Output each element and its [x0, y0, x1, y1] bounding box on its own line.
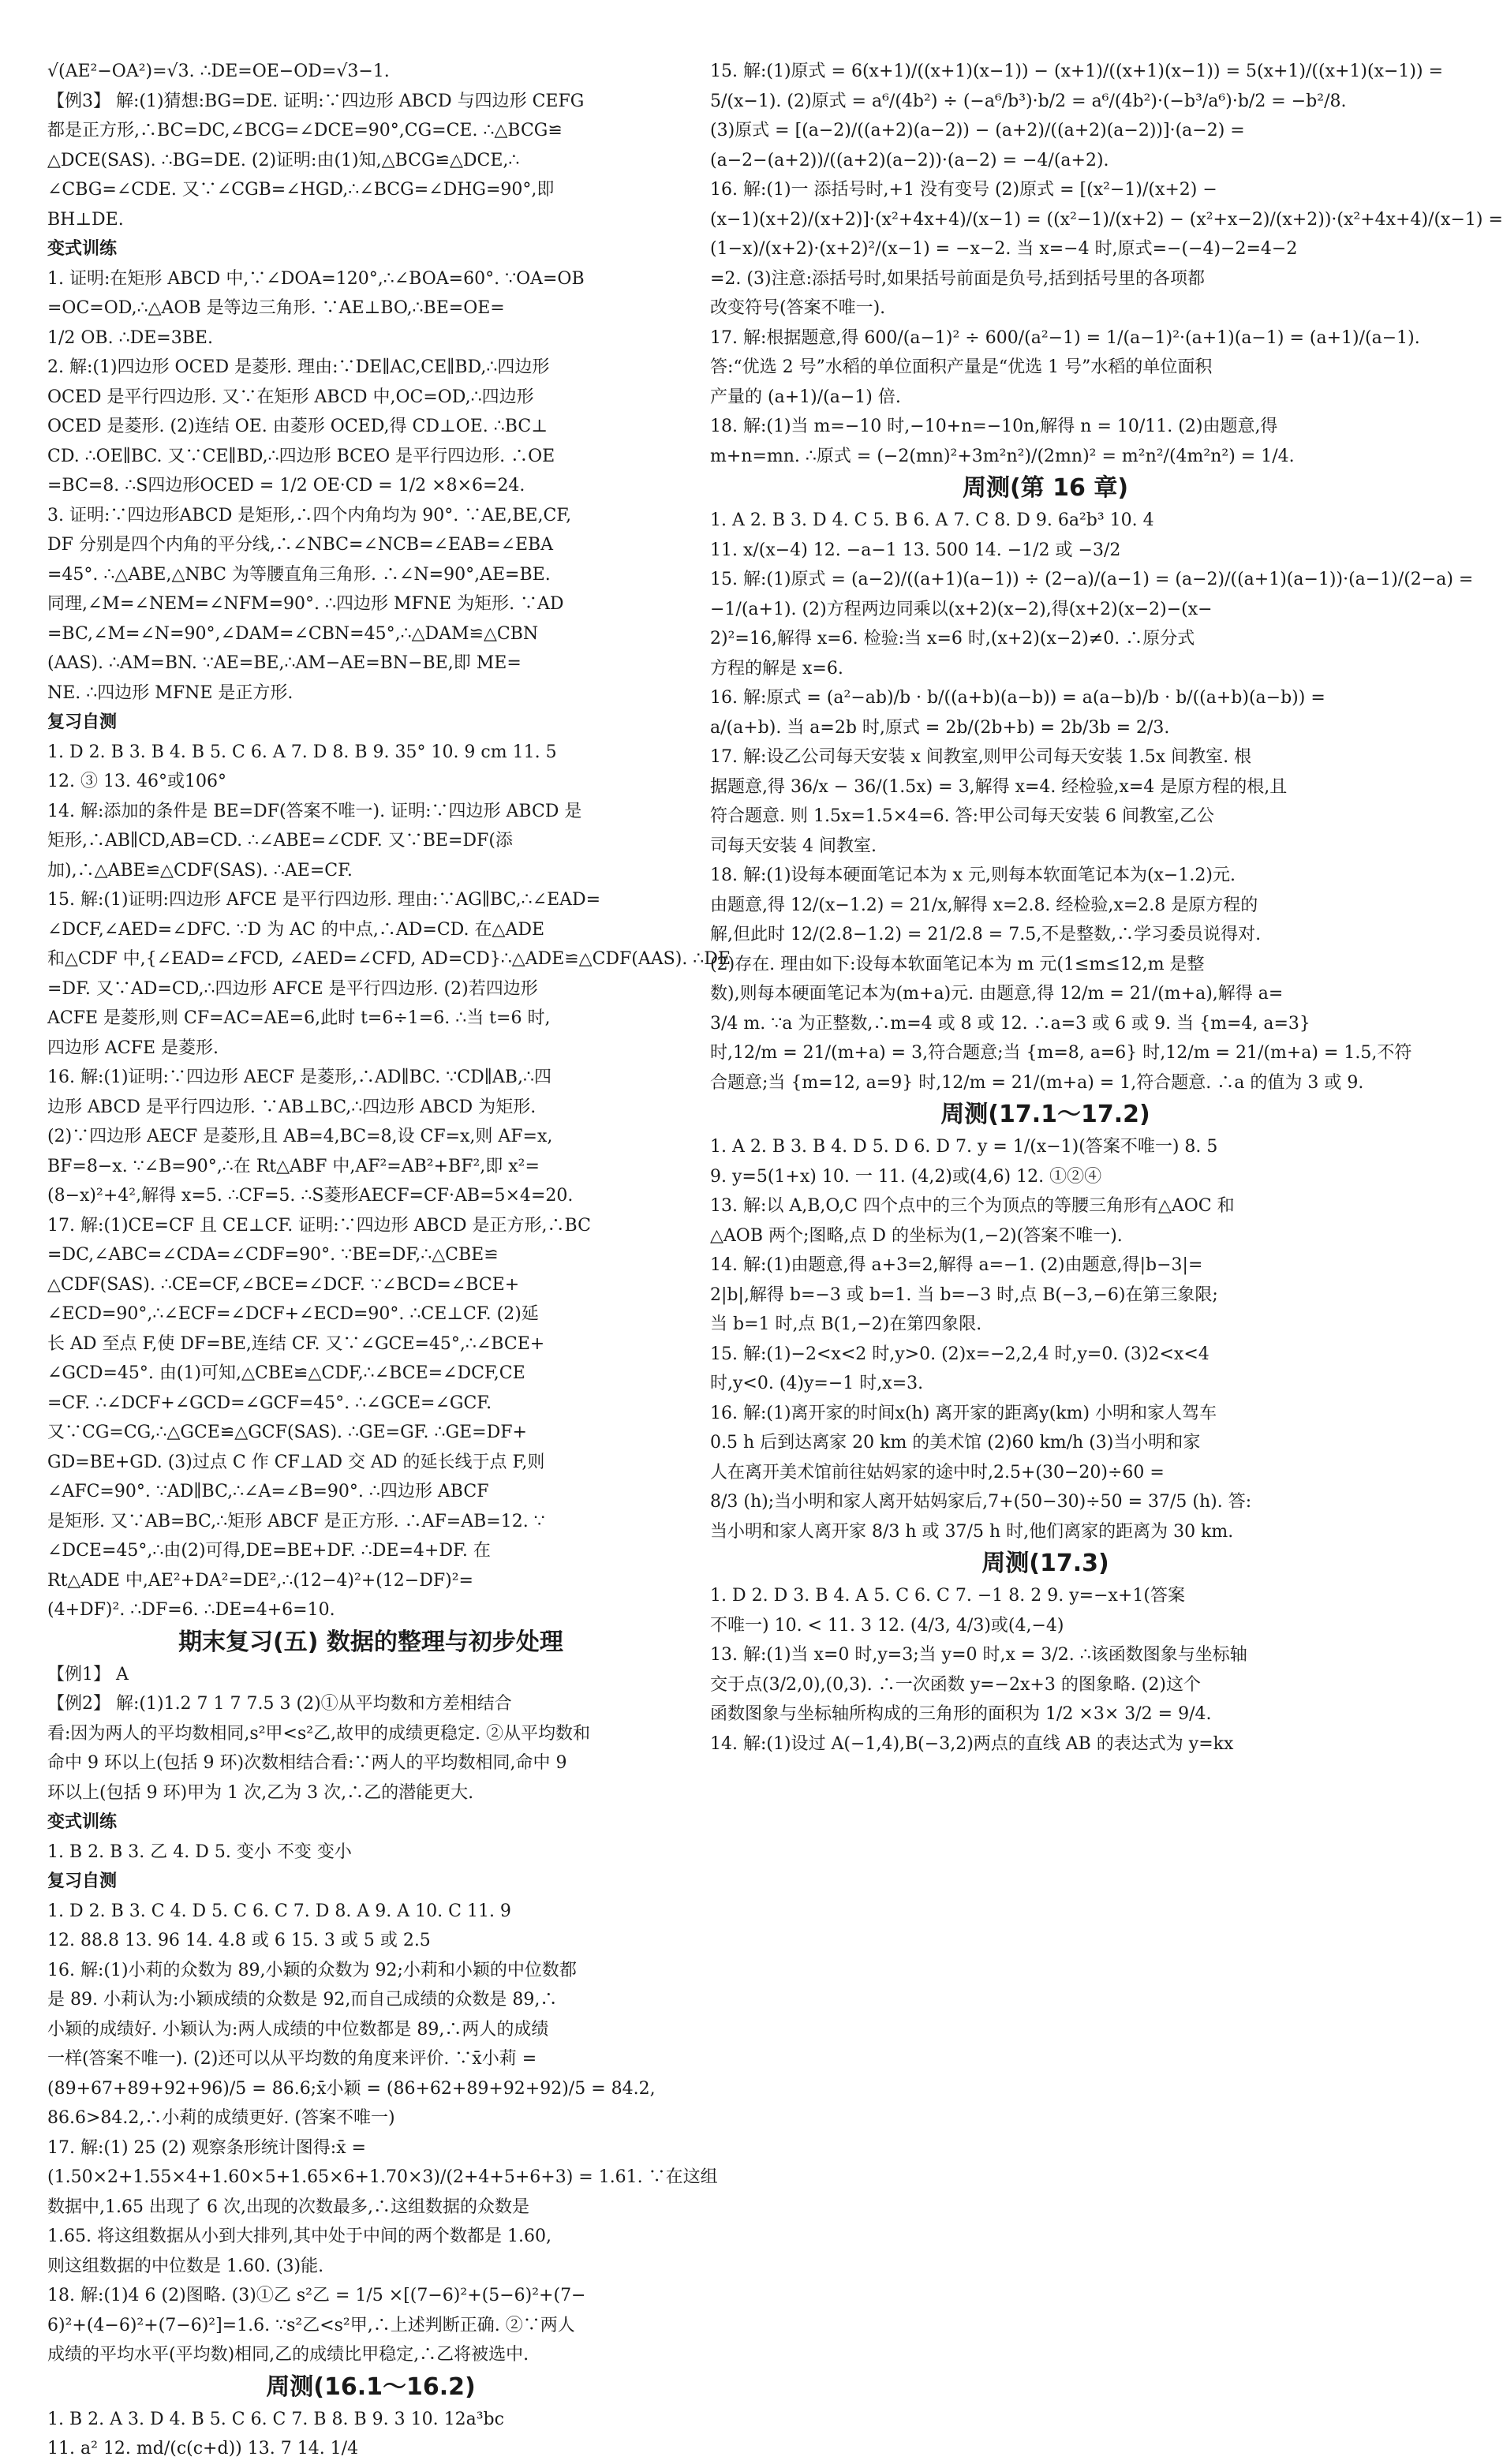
answer-line: 3. 证明:∵四边形ABCD 是矩形,∴四个内角均为 90°. ∵AE,BE,CF,: [47, 505, 572, 525]
answer-line: 【例2】 解:(1)1.2 7 1 7 7.5 3 (2)①从平均数和方差相结合: [47, 1694, 512, 1714]
answer-line: 16. 解:(1)小莉的众数为 89,小颖的众数为 92;小莉和小颖的中位数都: [47, 1960, 577, 1980]
answer-line: 1. D 2. B 3. B 4. B 5. C 6. A 7. D 8. B 9. 35° 10. 9 cm 11. 5: [47, 742, 557, 762]
answer-line: 命中 9 环以上(包括 9 环)次数相结合看:∵两人的平均数相同,命中 9: [47, 1753, 567, 1773]
answer-line: 小颖的成绩好. 小颖认为:两人成绩的中位数都是 89,∴两人的成绩: [47, 2019, 549, 2040]
answer-line: GD=BE+GD. (3)过点 C 作 CF⊥AD 交 AD 的延长线于点 F,则: [47, 1452, 545, 1472]
answer-line: (4+DF)². ∴DF=6. ∴DE=4+6=10.: [47, 1600, 335, 1620]
answer-line: 2. 解:(1)四边形 OCED 是菱形. 理由:∵DE∥AC,CE∥BD,∴四边形: [47, 357, 550, 377]
answer-line: 8/3 (h);当小明和家人离开姑妈家后,7+(50−30)÷50 = 37/5 (h). 答:: [710, 1492, 1252, 1512]
answer-line: (89+67+89+92+96)/5 = 86.6;x̄小颖 = (86+62+89+92+92)/5 = 84.2,: [47, 2078, 656, 2099]
answer-line: =BC=8. ∴S四边形OCED = 1/2 OE·CD = 1/2 ×8×6=24.: [47, 476, 525, 495]
answer-line: 【例1】 A: [47, 1664, 129, 1684]
answer-line: √(AE²−OA²)=√3. ∴DE=OE−OD=√3−1.: [47, 62, 390, 81]
answer-line: ∠DCE=45°,∴由(2)可得,DE=BE+DF. ∴DE=4+DF. 在: [47, 1541, 491, 1561]
answer-line: 加),∴△ABE≌△CDF(SAS). ∴AE=CF.: [47, 860, 353, 881]
answer-line: 改变符号(答案不唯一).: [710, 298, 886, 318]
answer-line: 16. 解:(1)一 添括号时,+1 没有变号 (2)原式 = [(x²−1)/(x+2) −: [710, 180, 1217, 200]
answer-line: BF=8−x. ∵∠B=90°,∴在 Rt△ABF 中,AF²=AB²+BF²,即 x²=: [47, 1156, 540, 1176]
answer-line: 【例3】 解:(1)猜想:BG=DE. 证明:∵四边形 ABCD 与四边形 CEFG: [47, 91, 585, 111]
answer-line: 15. 解:(1)−2<x<2 时,y>0. (2)x=−2,2,4 时,y=0. (3)2<x<4: [710, 1344, 1210, 1364]
answer-line: ∠DCF,∠AED=∠DFC. ∵D 为 AC 的中点,∴AD=CD. 在△ADE: [47, 919, 545, 940]
answer-line: 14. 解:添加的条件是 BE=DF(答案不唯一). 证明:∵四边形 ABCD 是: [47, 801, 582, 821]
answer-line: 15. 解:(1)原式 = 6(x+1)/((x+1)(x−1)) − (x+1)/((x+1)(x−1)) = 5(x+1)/((x+1)(x−1)) =: [710, 62, 1444, 81]
answer-line: 86.6>84.2,∴小莉的成绩更好. (答案不唯一): [47, 2108, 395, 2128]
answer-line: 长 AD 至点 F,使 DF=BE,连结 CF. 又∵∠GCE=45°,∴∠BCE+: [47, 1333, 545, 1354]
section-heading: 周测(17.3): [981, 1550, 1109, 1577]
answer-line: =DF. 又∵AD=CD,∴四边形 AFCE 是平行四边形. (2)若四边形: [47, 978, 538, 999]
answer-line: 方程的解是 x=6.: [710, 658, 843, 679]
section-subheading: 变式训练: [47, 239, 118, 259]
answer-line: 1. B 2. A 3. D 4. B 5. C 6. C 7. B 8. B 9. 3 10. 12a³bc: [47, 2409, 504, 2429]
answer-line: 18. 解:(1)4 6 (2)图略. (3)①乙 s²乙 = 1/5 ×[(7−6)²+(5−6)²+(7−: [47, 2286, 586, 2305]
answer-line: 1. D 2. B 3. C 4. D 5. C 6. C 7. D 8. A 9. A 10. C 11. 9: [47, 1901, 511, 1921]
answer-line: △DCE(SAS). ∴BG=DE. (2)证明:由(1)知,△BCG≌△DCE,∴: [47, 150, 520, 170]
answer-line: 13. 解:以 A,B,O,C 四个点中的三个为顶点的等腰三角形有△AOC 和: [710, 1196, 1235, 1216]
answer-line: ACFE 是菱形,则 CF=AC=AE=6,此时 t=6÷1=6. ∴当 t=6 时,: [47, 1008, 551, 1028]
answer-line: 一样(答案不唯一). (2)还可以从平均数的角度来评价. ∵x̄小莉 =: [47, 2049, 537, 2069]
answer-line: =CF. ∴∠DCF+∠GCD=∠GCF=45°. ∴∠GCE=∠GCF.: [47, 1393, 492, 1413]
answer-line: ∠GCD=45°. 由(1)可知,△CBE≌△CDF,∴∠BCE=∠DCF,CE: [47, 1363, 525, 1383]
answer-line: 符合题意. 则 1.5x=1.5×4=6. 答:甲公司每天安装 6 间教室,乙公: [710, 806, 1215, 826]
answer-line: 16. 解:原式 = (a²−ab)/b · b/((a+b)(a−b)) = a(a−b)/b · b/((a+b)(a−b)) =: [710, 688, 1325, 708]
answer-line: 17. 解:设乙公司每天安装 x 间教室,则甲公司每天安装 1.5x 间教室. 根: [710, 747, 1252, 767]
answer-line: 看:因为两人的平均数相同,s²甲<s²乙,故甲的成绩更稳定. ②从平均数和: [47, 1723, 591, 1744]
answer-line: 15. 解:(1)证明:四边形 AFCE 是平行四边形. 理由:∵AG∥BC,∴∠EAD=: [47, 890, 601, 910]
answer-line: 同理,∠M=∠NEM=∠NFM=90°. ∴四边形 MFNE 为矩形. ∵AD: [47, 594, 564, 614]
answer-line: 17. 解:根据题意,得 600/(a−1)² ÷ 600/(a²−1) = 1/(a−1)²·(a+1)(a−1) = (a+1)/(a−1).: [710, 327, 1420, 348]
answer-line: 16. 解:(1)离开家的时间x(h) 离开家的距离y(km) 小明和家人驾车: [710, 1403, 1217, 1423]
answer-line: 15. 解:(1)原式 = (a−2)/((a+1)(a−1)) ÷ (2−a)/(a−1) = (a−2)/((a+1)(a−1))·(a−1)/(2−a) =: [710, 570, 1474, 589]
answer-line: (3)原式 = [(a−2)/((a+2)(a−2)) − (a+2)/((a+2)(a−2))]·(a−2) =: [710, 121, 1245, 140]
answer-line: =2. (3)注意:添括号时,如果括号前面是负号,括到括号里的各项都: [710, 268, 1205, 289]
answer-line: 成绩的平均水平(平均数)相同,乙的成绩比甲稳定,∴乙将被选中.: [47, 2345, 529, 2365]
answer-line: CD. ∴OE∥BC. 又∵CE∥BD,∴四边形 BCEO 是平行四边形. ∴OE: [47, 446, 555, 466]
answer-line: 1.65. 将这组数据从小到大排列,其中处于中间的两个数都是 1.60,: [47, 2227, 551, 2246]
answer-line: 据题意,得 36/x − 36/(1.5x) = 3,解得 x=4. 经检验,x=4 是原方程的根,且: [710, 776, 1288, 797]
answer-line: 又∵CG=CG,∴△GCE≌△GCF(SAS). ∴GE=GF. ∴GE=DF+: [47, 1423, 527, 1442]
answer-line: m+n=mn. ∴原式 = (−2(mn)²+3m²n²)/(2mn)² = m²n²/(4m²n²) = 1/4.: [710, 446, 1295, 466]
answer-line: 时,12/m = 21/(m+a) = 3,符合题意;当 {m=8, a=6} 时,12/m = 21/(m+a) = 1.5,不符: [710, 1043, 1412, 1063]
answer-line: 司每天安装 4 间教室.: [710, 836, 877, 856]
answer-line: 12. ③ 13. 46°或106°: [47, 772, 226, 791]
answer-line: 1/2 OB. ∴DE=3BE.: [47, 327, 213, 348]
answer-line: 数),则每本硬面笔记本为(m+a)元. 由题意,得 12/m = 21/(m+a),解得 a=: [710, 984, 1284, 1004]
answer-line: =45°. ∴△ABE,△NBC 为等腰直角三角形. ∴∠N=90°,AE=BE.: [47, 564, 551, 585]
answer-line: 和△CDF 中,{∠EAD=∠FCD, ∠AED=∠CFD, AD=CD}∴△ADE≌△CDF(AAS). ∴DE: [47, 949, 731, 969]
answer-line: 1. B 2. B 3. 乙 4. D 5. 变小 不变 变小: [47, 1841, 352, 1862]
answer-line: (2)存在. 理由如下:设每本软面笔记本为 m 元(1≤m≤12,m 是整: [710, 954, 1205, 974]
answer-line: 时,y<0. (4)y=−1 时,x=3.: [710, 1374, 924, 1393]
answer-line: 是矩形. 又∵AB=BC,∴矩形 ABCF 是正方形. ∴AF=AB=12. ∵: [47, 1511, 545, 1531]
answer-line: 1. 证明:在矩形 ABCD 中,∵∠DOA=120°,∴∠BOA=60°. ∵OA=OB: [47, 268, 585, 289]
answer-line: OCED 是菱形. (2)连结 OE. 由菱形 OCED,得 CD⊥OE. ∴BC⊥: [47, 417, 548, 436]
answer-line: 当小明和家人离开家 8/3 h 或 37/5 h 时,他们离家的距离为 30 km.: [710, 1521, 1234, 1542]
section-subheading: 复习自测: [47, 1871, 118, 1891]
answer-line: (1−x)/(x+2)·(x+2)²/(x−1) = −x−2. 当 x=−4 时,原式=−(−4)−2=4−2: [710, 239, 1298, 259]
answer-line: 交于点(3/2,0),(0,3). ∴一次函数 y=−2x+3 的图象略. (2)这个: [710, 1674, 1201, 1695]
answer-line: 11. x/(x−4) 12. −a−1 13. 500 14. −1/2 或 −3/2: [710, 540, 1121, 560]
answer-line: 合题意;当 {m=12, a=9} 时,12/m = 21/(m+a) = 1,符合题意. ∴a 的值为 3 或 9.: [710, 1072, 1364, 1093]
section-subheading: 复习自测: [47, 712, 118, 732]
answer-line: 17. 解:(1)CE=CF 且 CE⊥CF. 证明:∵四边形 ABCD 是正方形,∴BC: [47, 1215, 591, 1236]
answer-line: 12. 88.8 13. 96 14. 4.8 或 6 15. 3 或 5 或 2.5: [47, 1931, 431, 1950]
section-subheading: 变式训练: [47, 1812, 118, 1832]
answer-line: 6)²+(4−6)²+(7−6)²]=1.6. ∵s²乙<s²甲,∴上述判断正确. ②∵两人: [47, 2315, 575, 2335]
answer-line: 四边形 ACFE 是菱形.: [47, 1038, 219, 1058]
answer-line: BH⊥DE.: [47, 209, 124, 230]
answer-line: 18. 解:(1)设每本硬面笔记本为 x 元,则每本软面笔记本为(x−1.2)元.: [710, 866, 1236, 885]
answer-line: 解,但此时 12/(2.8−1.2) = 21/2.8 = 7.5,不是整数,∴学习委员说得对.: [710, 925, 1262, 944]
answer-line: =BC,∠M=∠N=90°,∠DAM=∠CBN=45°,∴△DAM≌△CBN: [47, 623, 539, 644]
answer-line: 人在离开美术馆前往姑妈家的途中时,2.5+(30−20)÷60 =: [710, 1462, 1165, 1483]
answer-line: ∠ECD=90°,∴∠ECF=∠DCF+∠ECD=90°. ∴CE⊥CF. (2)延: [47, 1304, 539, 1324]
left-column: [47, 57, 731, 2464]
answer-line: 1. A 2. B 3. D 4. C 5. B 6. A 7. C 8. D 9. 6a²b³ 10. 4: [710, 510, 1154, 530]
section-heading: 周测(17.1～17.2): [940, 1101, 1150, 1128]
answer-line: Rt△ADE 中,AE²+DA²=DE²,∴(12−4)²+(12−DF)²=: [47, 1570, 473, 1591]
answer-line: (1.50×2+1.55×4+1.60×5+1.65×6+1.70×3)/(2+4+5+6+3) = 1.61. ∵在这组: [47, 2167, 718, 2187]
section-heading: 期末复习(五) 数据的整理与初步处理: [178, 1628, 563, 1656]
answer-line: 1. A 2. B 3. B 4. D 5. D 6. D 7. y = 1/(x−1)(答案不唯一) 8. 5: [710, 1137, 1218, 1157]
answer-line: 不唯一) 10. < 11. 3 12. (4/3, 4/3)或(4,−4): [710, 1615, 1064, 1636]
answer-line: 函数图象与坐标轴所构成的三角形的面积为 1/2 ×3× 3/2 = 9/4.: [710, 1704, 1212, 1724]
answer-line: △AOB 两个;图略,点 D 的坐标为(1,−2)(答案不唯一).: [710, 1225, 1123, 1246]
answer-line: 是 89. 小莉认为:小颖成绩的众数是 92,而自己成绩的众数是 89,∴: [47, 1990, 558, 2010]
answer-line: (a−2−(a+2))/((a+2)(a−2))·(a−2) = −4/(a+2).: [710, 150, 1109, 170]
answer-line: 由题意,得 12/(x−1.2) = 21/x,解得 x=2.8. 经检验,x=2.8 是原方程的: [710, 895, 1258, 915]
answer-line: 矩形,∴AB∥CD,AB=CD. ∴∠ABE=∠CDF. 又∵BE=DF(添: [47, 831, 513, 851]
answer-line: (x−1)(x+2)/(x+2)]·(x²+4x+4)/(x−1) = ((x²−1)/(x+2) − (x²+x−2)/(x+2))·(x²+4x+4)/(x−1) =: [710, 209, 1503, 230]
answer-line: 答:“优选 2 号”水稻的单位面积产量是“优选 1 号”水稻的单位面积: [710, 357, 1213, 377]
answer-line: −1/(a+1). (2)方程两边同乘以(x+2)(x−2),得(x+2)(x−2)−(x−: [710, 599, 1213, 619]
answer-line: 边形 ABCD 是平行四边形. ∵AB⊥BC,∴四边形 ABCD 为矩形.: [47, 1097, 537, 1117]
answer-line: △CDF(SAS). ∴CE=CF,∠BCE=∠DCF. ∵∠BCD=∠BCE+: [47, 1274, 520, 1295]
answer-line: 0.5 h 后到达离家 20 km 的美术馆 (2)60 km/h (3)当小明和家: [710, 1433, 1201, 1453]
answer-line: 数据中,1.65 出现了 6 次,出现的次数最多,∴这组数据的众数是: [47, 2197, 529, 2217]
section-heading: 周测(16.1～16.2): [266, 2372, 476, 2401]
answer-line: =DC,∠ABC=∠CDA=∠CDF=90°. ∵BE=DF,∴△CBE≌: [47, 1245, 499, 1265]
answer-line: (8−x)²+4²,解得 x=5. ∴CF=5. ∴S菱形AECF=CF·AB=5×4=20.: [47, 1186, 574, 1206]
answer-line: 11. a² 12. md/(c(c+d)) 13. 7 14. 1/4: [47, 2439, 359, 2458]
answer-line: 14. 解:(1)由题意,得 a+3=2,解得 a=−1. (2)由题意,得|b−3|=: [710, 1255, 1203, 1275]
answer-line: NE. ∴四边形 MFNE 是正方形.: [47, 682, 293, 703]
answer-line: (2)∵四边形 AECF 是菱形,且 AB=4,BC=8,设 CF=x,则 AF=x,: [47, 1127, 553, 1146]
answer-line: 都是正方形,∴BC=DC,∠BCG=∠DCE=90°,CG=CE. ∴△BCG≌: [47, 121, 563, 140]
answer-line: 16. 解:(1)证明:∵四边形 AECF 是菱形,∴AD∥BC. ∵CD∥AB,∴四: [47, 1067, 551, 1087]
answer-line: a/(a+b). 当 a=2b 时,原式 = 2b/(2b+b) = 2b/3b = 2/3.: [710, 717, 1170, 738]
section-heading: 周测(第 16 章): [962, 474, 1129, 502]
answer-line: ∠CBG=∠CDE. 又∵∠CGB=∠HGD,∴∠BCG=∠DHG=90°,即: [47, 180, 555, 200]
answer-line: 当 b=1 时,点 B(1,−2)在第四象限.: [710, 1314, 982, 1334]
answer-line: 3/4 m. ∵a 为正整数,∴m=4 或 8 或 12. ∴a=3 或 6 或 9. 当 {m=4, a=3}: [710, 1013, 1310, 1034]
answer-line: 13. 解:(1)当 x=0 时,y=3;当 y=0 时,x = 3/2. ∴该函数图象与坐标轴: [710, 1645, 1247, 1665]
answer-line: DF 分别是四个内角的平分线,∴∠NBC=∠NCB=∠EAB=∠EBA: [47, 535, 554, 555]
answer-line: 5/(x−1). (2)原式 = a⁶/(4b²) ÷ (−a⁶/b³)·b/2 = a⁶/(4b²)·(−b³/a⁶)·b/2 = −b²/8.: [710, 91, 1347, 111]
answer-line: 2|b|,解得 b=−3 或 b=1. 当 b=−3 时,点 B(−3,−6)在第三象限;: [710, 1284, 1218, 1305]
answer-line: ∠AFC=90°. ∵AD∥BC,∴∠A=∠B=90°. ∴四边形 ABCF: [47, 1482, 489, 1501]
answer-line: 产量的 (a+1)/(a−1) 倍.: [710, 387, 901, 407]
answer-line: 14. 解:(1)设过 A(−1,4),B(−3,2)两点的直线 AB 的表达式为 y=kx: [710, 1733, 1234, 1754]
answer-line: 则这组数据的中位数是 1.60. (3)能.: [47, 2256, 324, 2276]
answer-line: 1. D 2. D 3. B 4. A 5. C 6. C 7. −1 8. 2 9. y=−x+1(答案: [710, 1586, 1185, 1606]
answer-line: (AAS). ∴AM=BN. ∵AE=BE,∴AM−AE=BN−BE,即 ME=: [47, 653, 522, 673]
answer-line: 17. 解:(1) 25 (2) 观察条形统计图得:x̄ =: [47, 2137, 366, 2158]
answer-line: OCED 是平行四边形. 又∵在矩形 ABCD 中,OC=OD,∴四边形: [47, 387, 534, 407]
answer-line: 2)²=16,解得 x=6. 检验:当 x=6 时,(x+2)(x−2)≠0. ∴原分式: [710, 629, 1195, 649]
answer-line: 18. 解:(1)当 m=−10 时,−10+n=−10n,解得 n = 10/11. (2)由题意,得: [710, 417, 1278, 436]
answer-line: 环以上(包括 9 环)甲为 1 次,乙为 3 次,∴乙的潜能更大.: [47, 1782, 474, 1803]
right-column: [710, 57, 1503, 1759]
answer-line: =OC=OD,∴△AOB 是等边三角形. ∵AE⊥BO,∴BE=OE=: [47, 298, 505, 318]
answer-line: 9. y=5(1+x) 10. 一 11. (4,2)或(4,6) 12. ①②④: [710, 1166, 1102, 1187]
